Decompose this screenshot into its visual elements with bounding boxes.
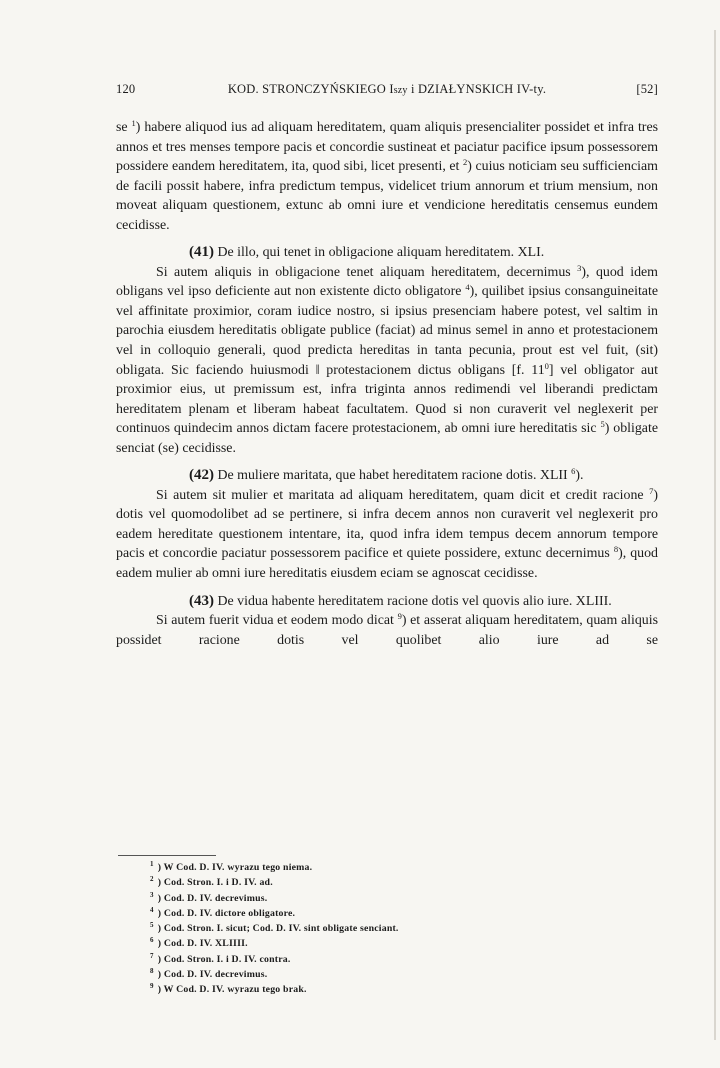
heading-41: (41) De illo, qui tenet in obligacione aliquam hereditatem. XLI. [189, 244, 545, 261]
paragraph-2: Si autem aliquis in obligacione tenet aliquam hereditatem, decernimus $^3$), quod idem obligans vel ipso deficiente aut non existente dicto obligatore $^4$), quilibet ipsius consanguineitate vel affinitate proximior, coram iudice nostro, si ipsius presenciam habere potest, vel saltim in parochia eiusdem hereditatis obligate publice (faciat) ad minus semel in anno et protestacionem vel in colloquio generali, quod predicta hereditas in tanta pecunia, prout est vel fuit, (sit) obligata. Sic faciendo huiusmodi ‖ protestacionem dictus obligans [f. $11^0$] vel obligator aut proximior eius, ut premissum est, infra triginta annos redimendi vel liberandi predictam hereditatem plenam et liberam habeat facultatem. Quod si non curaverit vel neglexerit per continuos quindecim annos dictam facere protestacionem, ab omni iure hereditatis sic $^5$) obligate senciat (se) cecidisse. [116, 262, 658, 456]
title-rest: i DZIAŁYNSKICH IV-ty. [407, 82, 547, 96]
paragraph-4: Si autem fuerit vidua et eodem modo dicat $^9$) et asserat aliquam hereditatem, quam aliquis possidet racione dotis vel quolibet alio iure ad se [116, 611, 658, 648]
title-small: szy [393, 85, 408, 96]
footnote-ref: 9 [397, 611, 402, 622]
section-number: (41) [189, 244, 214, 261]
paragraph-1: se $^1$) habere aliquod ius ad aliquam hereditatem, quam aliquis presencialiter possidet et infra tres annos et tres menses tempore pacis et concordie sustineat et paciatur pacifice ipsum possessorem possidere eandem hereditatem, ita, quod sibi, licet presenti, et $^2$) cuius noticiam seu sufficienciam de facili possit habere, infra predictum tempus, videlicet trium annorum et trium mensium, non moveat aliquam questionem, extunc ab omni iure et vendicione hereditatis censemus eundem cecidisse. [116, 118, 659, 233]
page-edge [714, 30, 716, 1040]
footnotes [150, 860, 550, 998]
footnote-6: $^6$ ) Cod. D. IV. XLIIII. [150, 936, 248, 950]
paragraph-3: Si autem sit mulier et maritata ad aliquam hereditatem, quam dicit et credit racione $^7$) dotis vel quomodolibet ad se pertinere, si infra decem annos non curaverit vel neglexerit pro eadem hereditate questionem intentare, ita, quod infra idem tempus decem annorum tempore pacis et concordie paciatur possessorem pacifice et quiete possidere, extunc decernimus $^8$), quod eadem mulier ab omni iure hereditatis eiusdem eciam se agnoscat cecidisse. [116, 485, 658, 582]
main-text [116, 118, 658, 650]
footnote-7: $^7$ ) Cod. Stron. I. i D. IV. contra. [150, 951, 291, 965]
footnote-ref: 3 [577, 262, 582, 273]
footnote-2: $^2$ ) Cod. Stron. I. i D. IV. ad. [150, 875, 273, 889]
title-main: KOD. STRONCZYŃSKIEGO I [227, 82, 394, 96]
footnote-ref: 2 [463, 157, 468, 168]
footnote-3: $^3$ ) Cod. D. IV. decrevimus. [150, 890, 268, 904]
page-number: 120 [116, 82, 136, 96]
footnote-ref: 4 [465, 282, 470, 293]
folio-superscript: 0 [544, 360, 549, 371]
footnote-4: $^4$ ) Cod. D. IV. dictore obligatore. [150, 905, 296, 919]
footnote-ref: 7 [649, 485, 654, 496]
heading-43: (43) De vidua habente hereditatem racione dotis vel quovis alio iure. XLIII. [189, 592, 612, 609]
footnote-1: $^1$ ) W Cod. D. IV. wyrazu tego niema. [150, 860, 313, 873]
section-number: (42) [189, 467, 214, 484]
footnote-5: $^5$ ) Cod. Stron. I. sicut; Cod. D. IV. sint obligate senciant. [150, 921, 399, 935]
footnote-rule [118, 855, 216, 856]
footnote-8: $^8$ ) Cod. D. IV. decrevimus. [150, 967, 268, 981]
folio-signature: [52] [636, 82, 658, 96]
section-number: (43) [189, 592, 214, 609]
footnote-ref: 5 [600, 419, 605, 430]
heading-42: (42) De muliere maritata, que habet hereditatem racione dotis. XLII $^6$). [189, 466, 584, 484]
footnote-ref: 6 [571, 466, 576, 477]
footnote-ref: 8 [613, 544, 619, 555]
footnote-ref: 1 [131, 118, 136, 128]
running-title [116, 82, 658, 97]
running-header [116, 82, 658, 102]
footnote-9: $^9$ ) W Cod. D. IV. wyrazu tego brak. [150, 982, 307, 996]
